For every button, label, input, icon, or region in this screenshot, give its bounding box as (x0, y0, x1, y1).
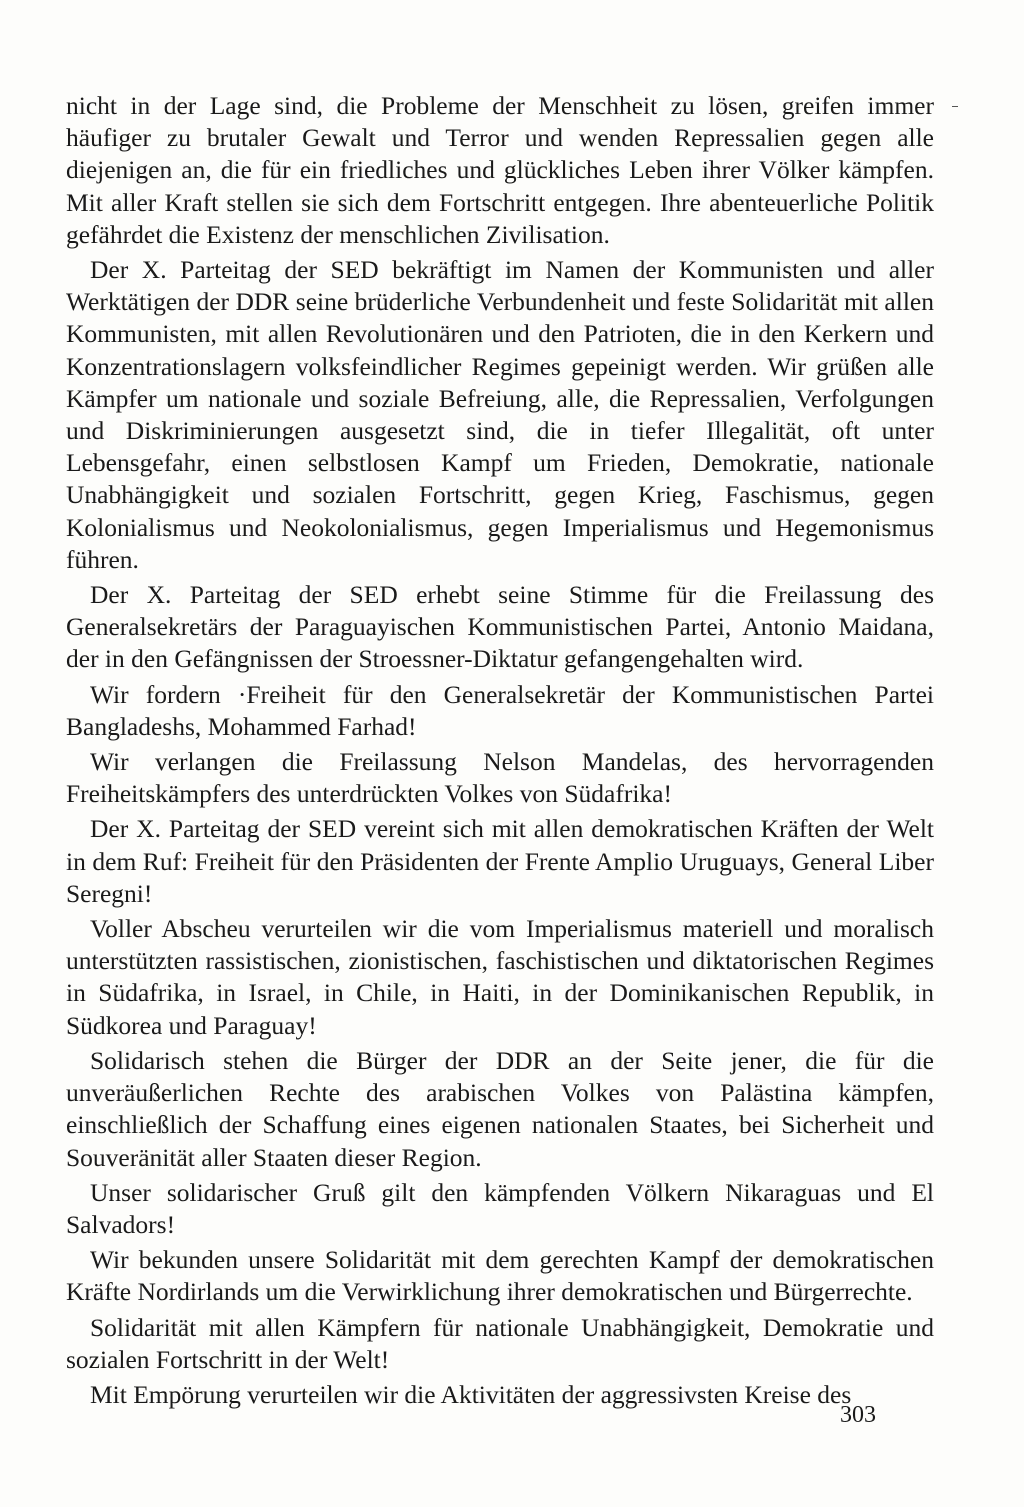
page-number: 303 (840, 1402, 876, 1428)
margin-mark (952, 106, 958, 107)
paragraph-10: Wir bekunden unsere Solidarität mit dem gerechten Kampf der demokratischen Kräfte Nordirlands um die Verwirklichung ihrer demokratischen und Bürgerrechte. (66, 1245, 934, 1307)
paragraph-3: Der X. Parteitag der SED erhebt seine Stimme für die Freilassung des Generalsekretärs der Paraguayischen Kommunistischen Partei, Antonio Maidana, der in den Gefängnissen der Stroessner-Diktatur gefangengehalten wird. (66, 580, 934, 674)
paragraph-9: Unser solidarischer Gruß gilt den kämpfenden Völkern Nikaraguas und El Salvadors! (66, 1177, 934, 1239)
paragraph-5: Wir verlangen die Freilassung Nelson Mandelas, des hervorragenden Freiheitskämpfers des unterdrückten Volkes von Südafrika! (66, 747, 934, 809)
paragraph-4: Wir fordern ·Freiheit für den Generalsekretär der Kommunistischen Partei Bangladeshs, Mohammed Farhad! (66, 679, 934, 741)
paragraph-8: Solidarisch stehen die Bürger der DDR an der Seite jener, die für die unveräußerlichen Rechte des arabischen Volkes von Palästina kämpfen, einschließlich der Schaffung eines eigenen nationalen Staates, bei Sicherheit und Souveränität aller Staaten dieser Region. (66, 1045, 934, 1172)
paragraph-11: Solidarität mit allen Kämpfern für nationale Unabhängigkeit, Demokratie und sozialen Fortschritt in der Welt! (66, 1312, 934, 1374)
paragraph-2: Der X. Parteitag der SED bekräftigt im Namen der Kommunisten und aller Werktätigen der DDR seine brüderliche Verbundenheit und feste Solidarität mit allen Kommunisten, mit allen Revolutionären und den Patrioten, die in den Kerkern und Konzentrationslagern volksfeindlicher Regimes gepeinigt werden. Wir grüßen alle Kämpfer um nationale und soziale Befreiung, alle, die Repressalien, Verfolgungen und Diskriminierungen ausgesetzt sind, die in tiefer Illegalität, oft unter Lebensgefahr, einen selbstlosen Kampf um Frieden, Demokratie, nationale Unabhängigkeit und sozialen Fortschritt, gegen Krieg, Faschismus, gegen Kolonialismus und Neokolonialismus, gegen Imperialismus und Hegemonismus führen. (66, 255, 934, 574)
body-text (66, 90, 934, 1414)
paragraph-12: Mit Empörung verurteilen wir die Aktivitäten der aggressivsten Kreise des (90, 1379, 852, 1409)
paragraph-6: Der X. Parteitag der SED vereint sich mit allen demokratischen Kräften der Welt in dem Ruf: Freiheit für den Präsidenten der Frente Amplio Uruguays, General Liber Seregni! (66, 814, 934, 908)
paragraph-1: nicht in der Lage sind, die Probleme der Menschheit zu lösen, greifen immer häufiger zu brutaler Gewalt und Terror und wenden Repressalien gegen alle diejenigen an, die für ein friedliches und glückliches Leben ihrer Völker kämpfen. Mit aller Kraft stellen sie sich dem Fortschritt entgegen. Ihre abenteuerliche Politik gefährdet die Existenz der menschlichen Zivilisation. (66, 91, 934, 249)
paragraph-7: Voller Abscheu verurteilen wir die vom Imperialismus materiell und moralisch unterstützten rassistischen, zionistischen, faschistischen und diktatorischen Regimes in Südafrika, in Israel, in Chile, in Haiti, in der Dominikanischen Republik, in Südkorea und Paraguay! (66, 914, 934, 1040)
